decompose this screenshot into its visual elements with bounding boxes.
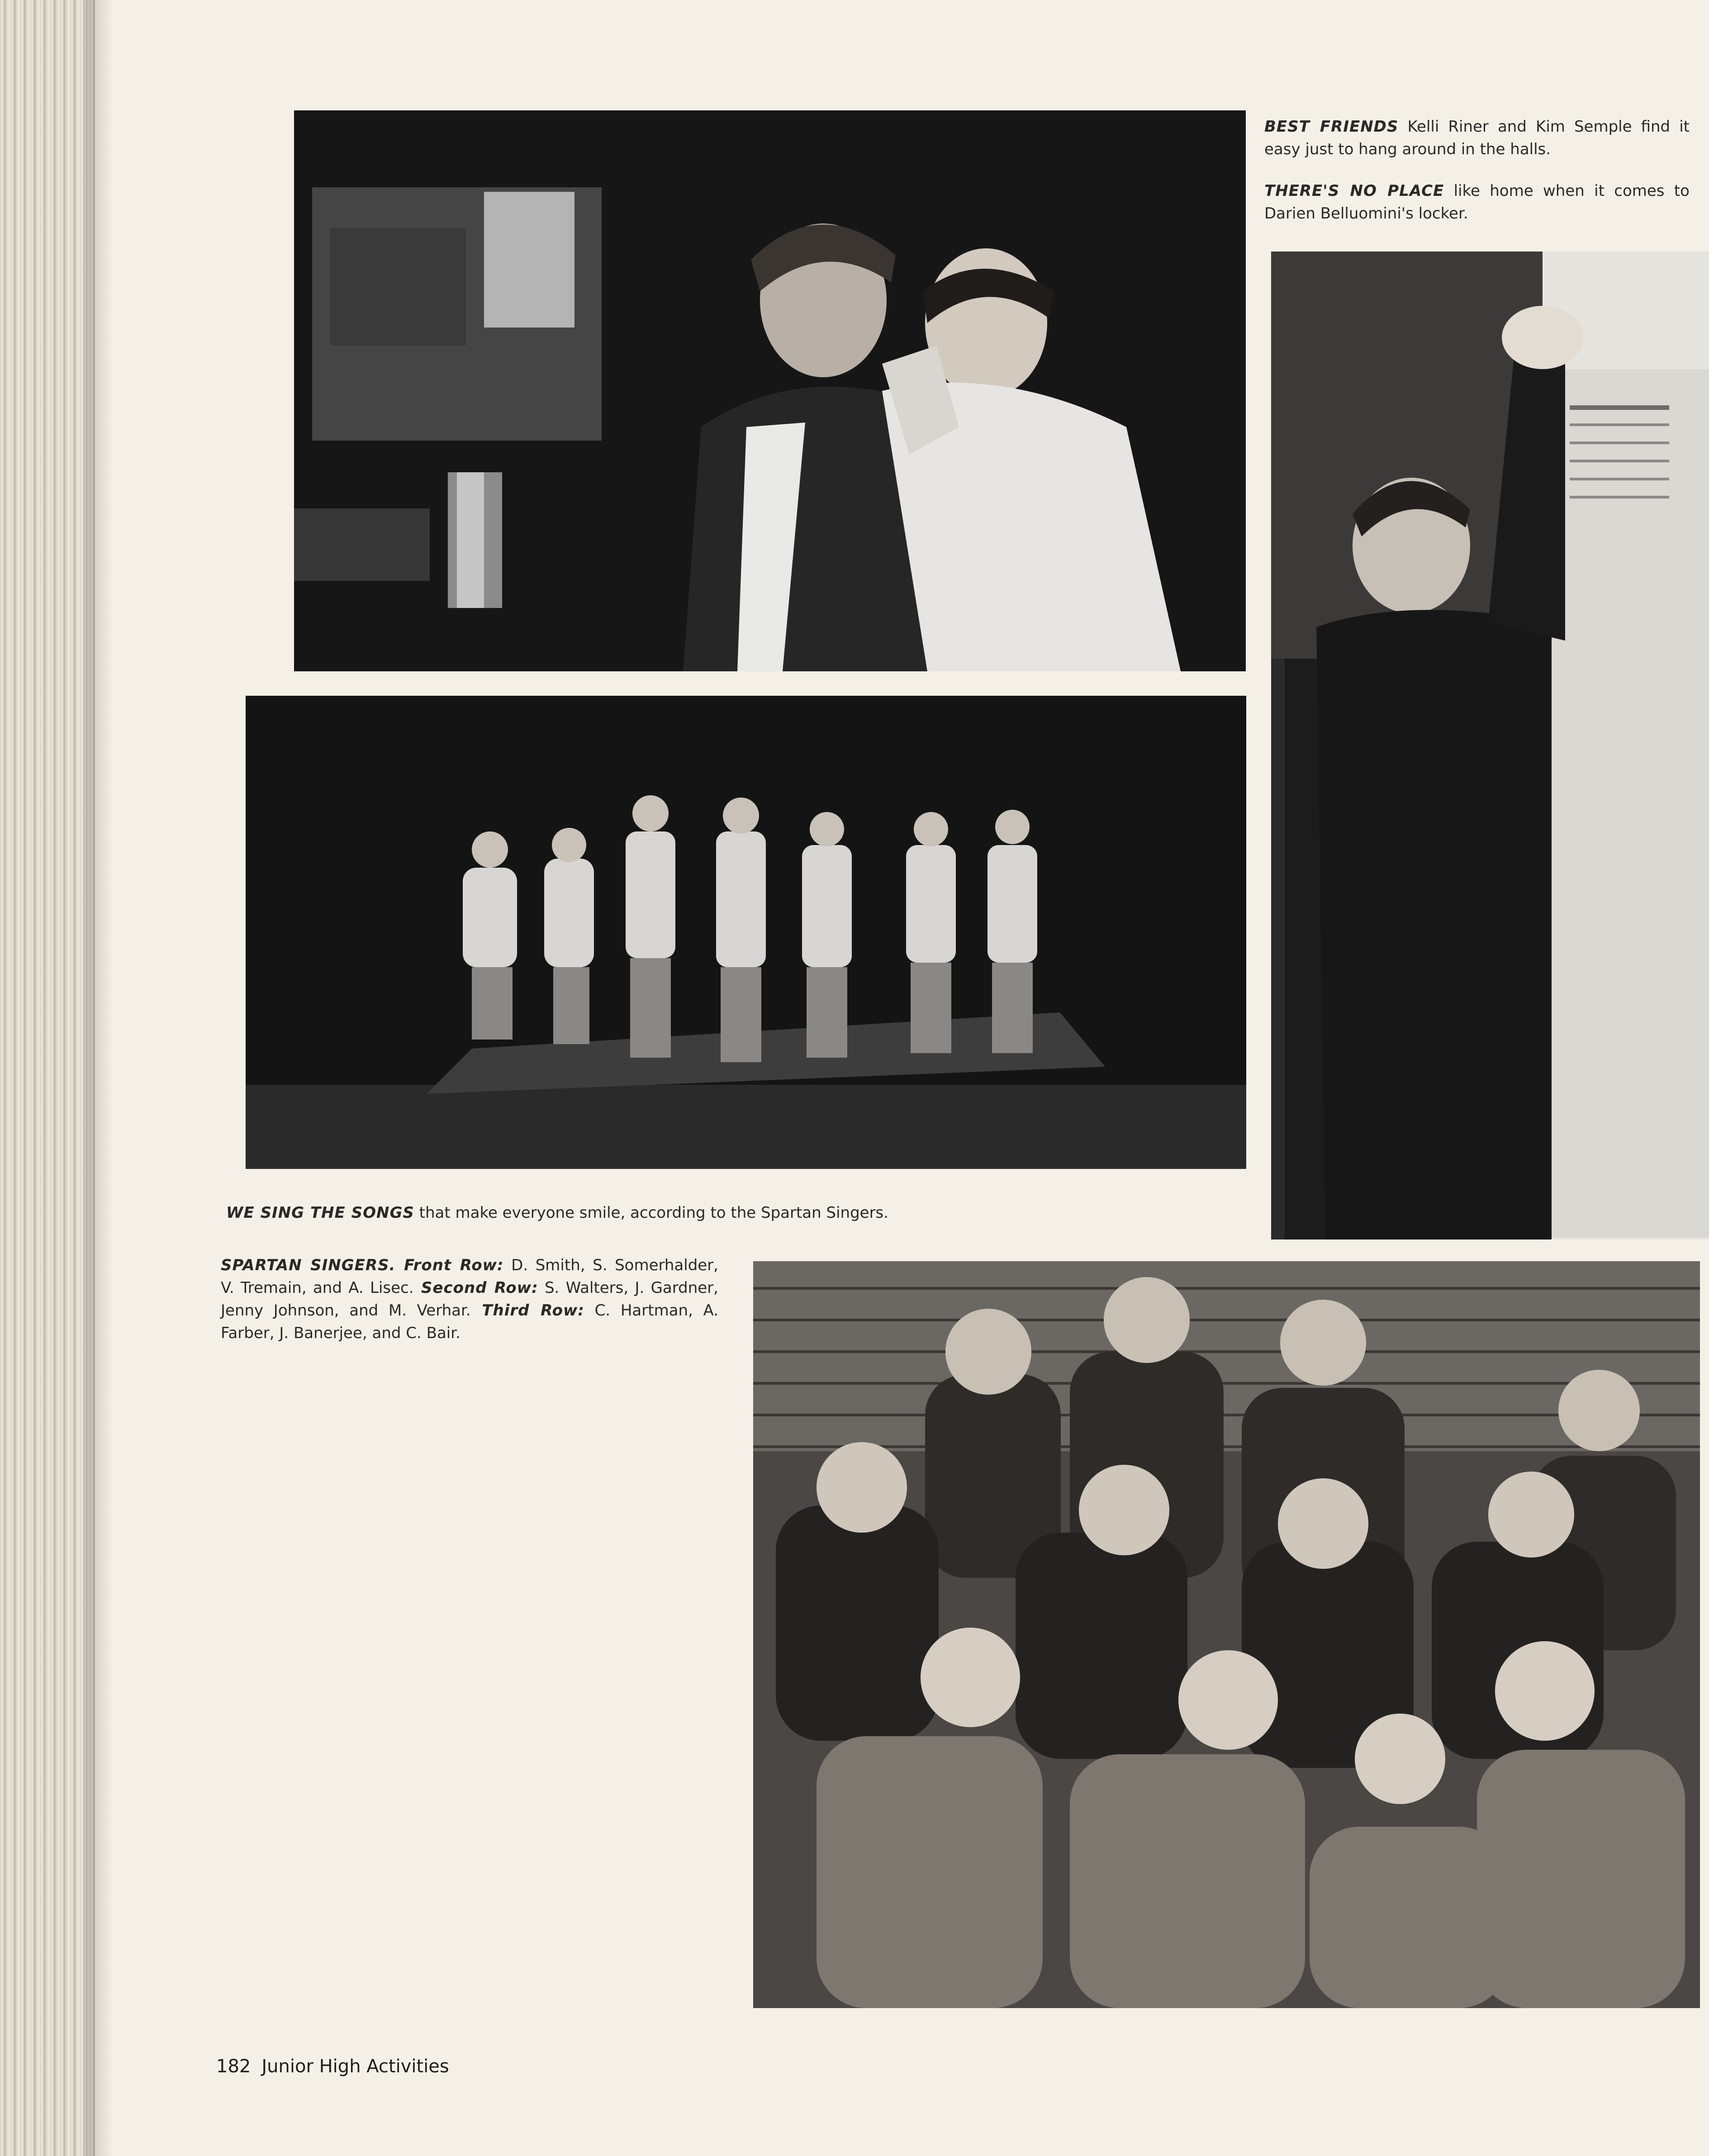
caption-we-sing [226,1201,950,1224]
page-folio [216,2056,460,2077]
third-row-names: C. Hartman, A. Farber, J. Banerjee, and C. Bair. [221,1301,718,1342]
caption-lead: THERE'S NO PLACE [1264,182,1444,200]
caption-lead: WE SING THE SONGS [226,1204,414,1222]
caption-text: that make everyone smile, according to the Spartan Singers. [414,1204,889,1222]
caption-best-friends [1264,115,1690,161]
caption-text: like home when it comes to Darien Belluomini's locker. [1264,182,1690,223]
front-row-label: Front Row: [395,1256,504,1274]
caption-lead: SPARTAN SINGERS. [221,1256,396,1274]
photo-stage-performance [246,696,1246,1169]
second-row-label: Second Row: [413,1279,538,1297]
front-row-names: D. Smith, S. Somerhalder, V. Tremain, and A. Lisec. [221,1256,718,1297]
caption-no-place [1264,180,1690,225]
caption-spartan-singers [221,1254,718,1344]
caption-text: Kelli Riner and Kim Semple find it easy just to hang around in the halls. [1264,118,1690,158]
page-number: 182 [216,2056,251,2077]
photo-spartan-singers [753,1261,1700,2008]
caption-lead: BEST FRIENDS [1264,118,1399,136]
photo-locker [1271,252,1709,1239]
page-binding-edge [0,0,95,2156]
binding-shadow [86,0,113,2156]
section-name: Junior High Activities [261,2056,449,2077]
photo-best-friends [294,110,1246,671]
second-row-names: S. Walters, J. Gardner, Jenny Johnson, and M. Verhar. [221,1279,718,1320]
third-row-label: Third Row: [470,1301,585,1320]
